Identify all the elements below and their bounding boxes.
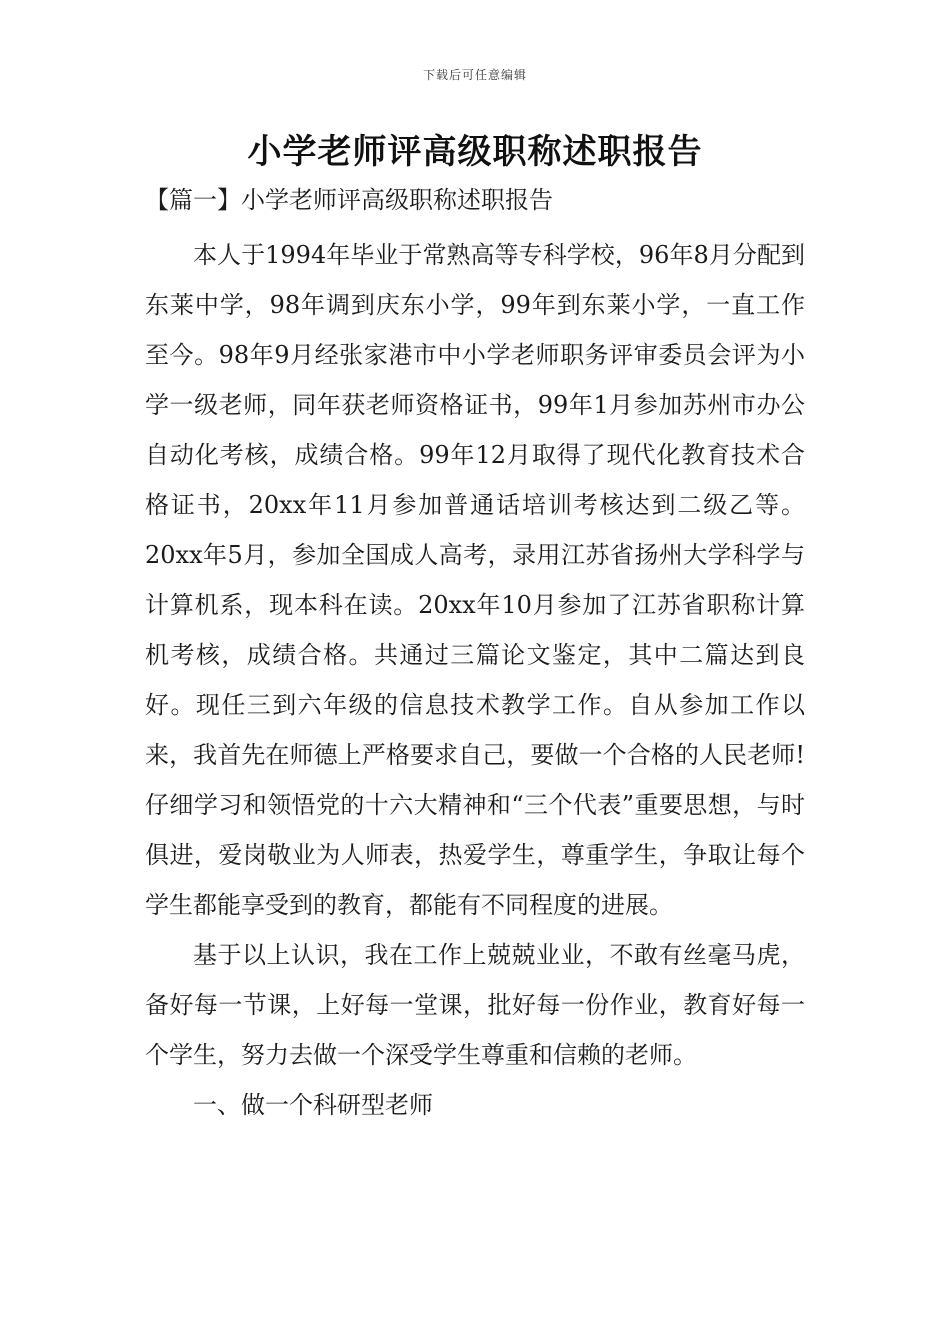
header-note: 下载后可任意编辑 [422, 68, 527, 82]
paragraph-3: 一、做一个科研型老师 [193, 1091, 433, 1119]
document-body [145, 230, 805, 1130]
document-title: 小学老师评高级职称述职报告 [247, 132, 703, 172]
section-heading: 【篇一】小学老师评高级职称述职报告 [145, 186, 553, 214]
paragraph-2: 基于以上认识，我在工作上兢兢业业，不敢有丝毫马虎，备好每一节课，上好每一堂课，批好每一份作业，教育好每一个学生，努力去做一个深受学生尊重和信赖的老师。 [145, 941, 805, 1069]
paragraph-1: 本人于1994年毕业于常熟高等专科学校，96年8月分配到东莱中学，98年调到庆东小学，99年到东莱小学，一直工作至今。98年9月经张家港市中小学老师职务评审委员会评为小学一级老师，同年获老师资格证书，99年1月参加苏州市办公自动化考核，成绩合格。99年12月取得了现代化教育技术合格证书，20xx年11月参加普通话培训考核达到二级乙等。20xx年5月，参加全国成人高考，录用江苏省扬州大学科学与计算机系，现本科在读。20xx年10月参加了江苏省职称计算机考核，成绩合格。共通过三篇论文鉴定，其中二篇达到良好。现任三到六年级的信息技术教学工作。自从参加工作以来，我首先在师德上严格要求自己，要做一个合格的人民老师!仔细学习和领悟党的十六大精神和“三个代表”重要思想，与时俱进，爱岗敬业为人师表，热爱学生，尊重学生，争取让每个学生都能享受到的教育，都能有不同程度的进展。 [145, 241, 805, 919]
